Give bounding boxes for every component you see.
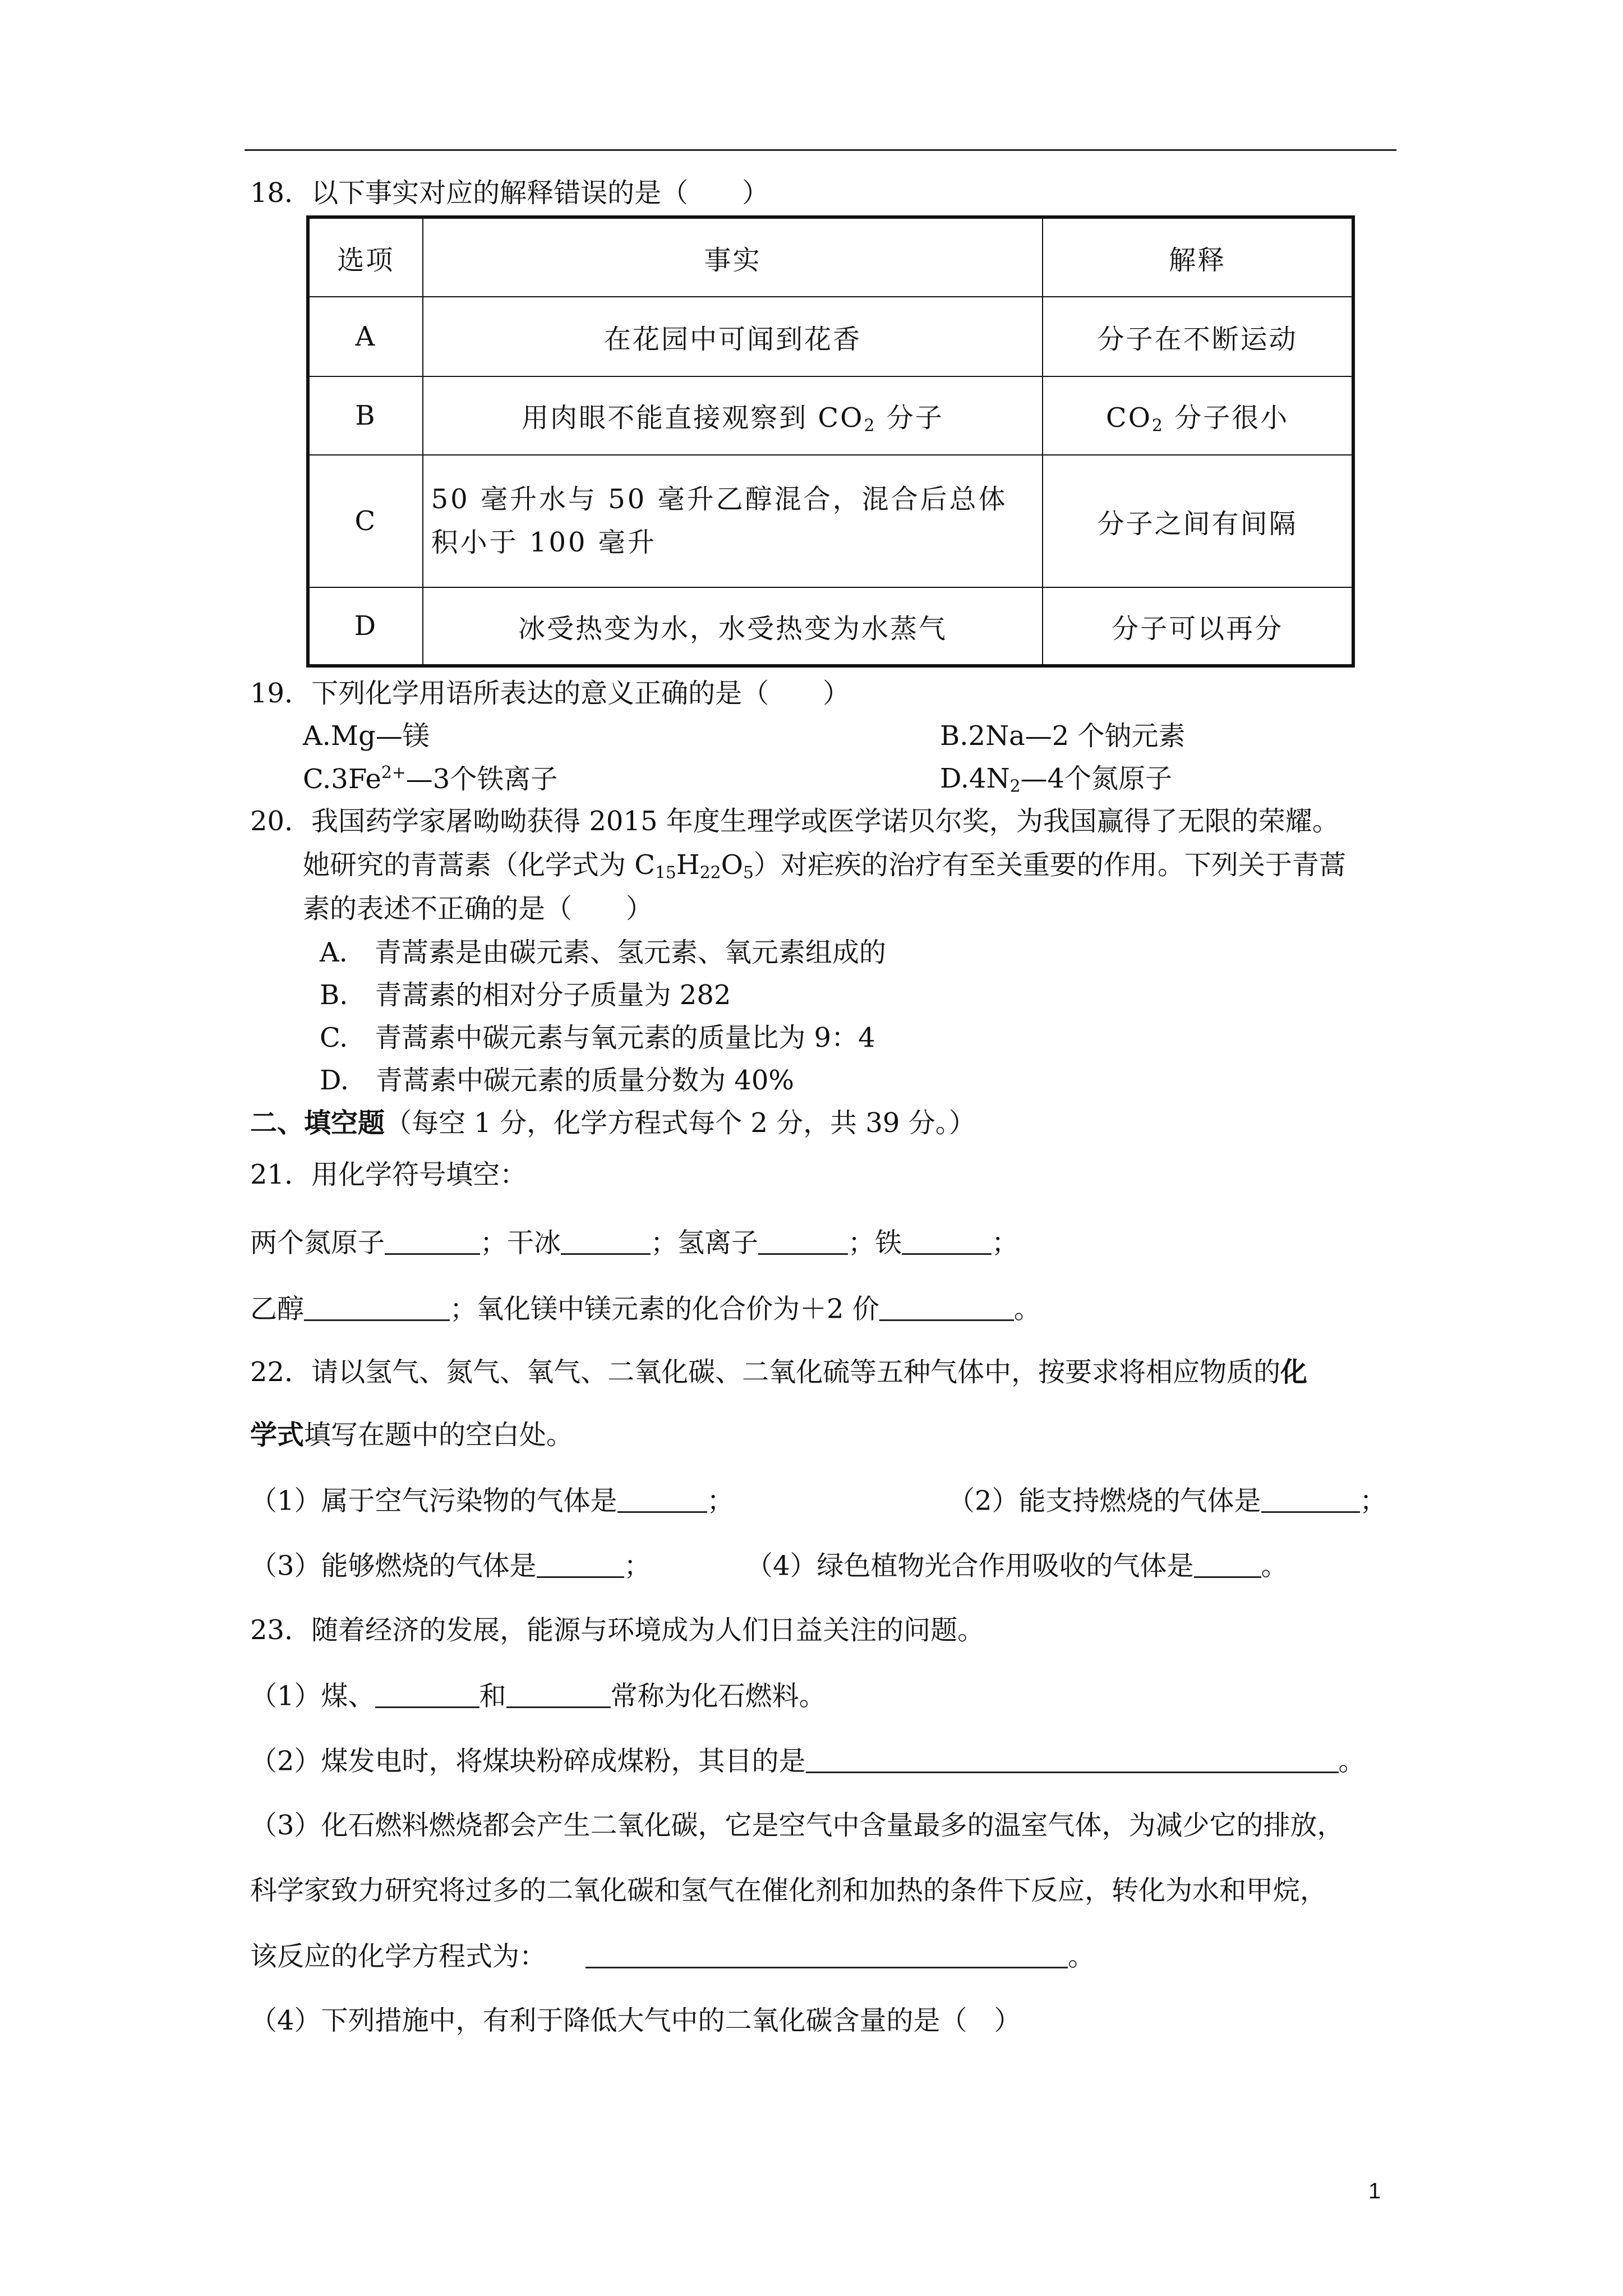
q20-option-b: B. 青蒿素的相对分子质量为 282 (320, 979, 731, 1011)
table-row (308, 376, 1353, 455)
q20-line-2: 她研究的青蒿素（化学式为 $C_{15}H_{22}O_5$）对疟疾的治疗有至关重要的作用。下列关于青蒿 (303, 849, 1346, 883)
header-option: 选项 (308, 217, 423, 297)
q23-part-3-line-3: 该反应的化学方程式为： 。 (250, 1940, 1095, 1972)
table-header-row (308, 217, 1353, 297)
q20-line-1: 20．我国药学家屠呦呦获得 2015 年度生理学或医学诺贝尔奖，为我国赢得了无限的荣耀。 (250, 806, 1339, 837)
header-explanation: 解释 (1043, 217, 1353, 297)
row-a-fact: 在花园中可闻到花香 (423, 297, 1043, 376)
section-2-heading (250, 1107, 976, 1140)
q19-option-c: $C.3Fe^{2+}—3$个铁离子 (303, 763, 558, 795)
q20-line-3: 素的表述不正确的是（ ） (303, 893, 653, 924)
blank-field[interactable] (1194, 1549, 1261, 1578)
blank-field[interactable] (617, 1484, 707, 1513)
blank-field[interactable] (806, 1745, 1339, 1773)
q23-part-3-line-2: 科学家致力研究将过多的二氧化碳和氢气在催化剂和加热的条件下反应，转化为水和甲烷， (250, 1875, 1327, 1906)
blank-field[interactable] (902, 1226, 992, 1255)
q19-stem: 19．下列化学用语所表达的意义正确的是（ ） (250, 678, 850, 709)
q23-part-3-line-1: （3）化石燃料燃烧都会产生二氧化碳，它是空气中含量最多的温室气体，为减少它的排放， (250, 1810, 1344, 1841)
q23-part-1: （1）煤、 和 常称为化石燃料。 (250, 1680, 826, 1712)
facts-table (306, 215, 1355, 668)
q19-option-d: $D.4N_2—4$个氮原子 (940, 763, 1173, 797)
q20-option-d: D. 青蒿素中碳元素的质量分数为 40% (320, 1065, 794, 1096)
page-number: 1 (1368, 2179, 1381, 2203)
q21-line-2: 乙醇 ；氧化镁中镁元素的化合价为＋2 价 。 (250, 1293, 1041, 1325)
blank-field[interactable] (537, 1549, 624, 1578)
section-2-note: （每空 1 分，化学方程式每个 2 分，共 39 分。） (385, 1107, 976, 1139)
blank-field[interactable] (375, 1680, 479, 1708)
q22-line-1: 22．请以氢气、氮气、氧气、二氧化碳、二氧化硫等五种气体中，按要求将相应物质的化 (250, 1356, 1308, 1388)
row-c-explanation: 分子之间有间隔 (1043, 455, 1353, 587)
row-d-explanation: 分子可以再分 (1043, 587, 1353, 666)
q21-line-1: 两个氮原子 ；干冰 ；氢离子 ；铁 ； (250, 1227, 1019, 1259)
q18-stem: 18．以下事实对应的解释错误的是（ ） (250, 177, 769, 209)
q23-part-4: （4）下列措施中，有利于降低大气中的二氧化碳含量的是（ ） (250, 2005, 1021, 2036)
blank-field[interactable] (506, 1680, 611, 1708)
table-row (308, 297, 1353, 376)
q19-option-b: B.2Na—2 个钠元素 (940, 720, 1186, 752)
table-row (308, 587, 1353, 666)
q23-stem: 23．随着经济的发展，能源与环境成为人们日益关注的问题。 (250, 1614, 985, 1646)
header-fact: 事实 (423, 217, 1043, 297)
row-a-option: A (308, 297, 423, 376)
table-row (308, 455, 1353, 587)
header-rule (245, 149, 1396, 151)
q20-option-a: A. 青蒿素是由碳元素、氢元素、氧元素组成的 (320, 937, 886, 968)
blank-field[interactable] (561, 1226, 651, 1255)
row-b-explanation: $CO_2$ 分子很小 (1043, 376, 1353, 455)
q19-option-a: A.Mg—镁 (303, 720, 430, 752)
q22-part-3: （3）能够燃烧的气体是 ； (250, 1550, 651, 1582)
blank-field[interactable] (1261, 1484, 1360, 1513)
row-b-fact: 用肉眼不能直接观察到 $CO_2$ 分子 (423, 376, 1043, 455)
blank-field[interactable] (879, 1292, 1014, 1321)
q20-option-c: C. 青蒿素中碳元素与氧元素的质量比为 9：4 (320, 1022, 875, 1053)
q22-part-4: （4）绿色植物光合作用吸收的气体是 。 (746, 1550, 1288, 1582)
row-c-fact: 50 毫升水与 50 毫升乙醇混合，混合后总体 积小于 100 毫升 (423, 455, 1043, 587)
q22-part-1: （1）属于空气污染物的气体是 ； (250, 1485, 734, 1517)
row-d-option: D (308, 587, 423, 666)
row-d-fact: 冰受热变为水，水受热变为水蒸气 (423, 587, 1043, 666)
blank-field[interactable] (758, 1226, 848, 1255)
row-c-option: C (308, 455, 423, 587)
blank-field[interactable] (585, 1940, 1068, 1968)
section-2-title: 二、填空题 (250, 1107, 385, 1139)
q22-line-2: 学式填写在题中的空白处。 (250, 1419, 574, 1451)
row-b-option: B (308, 376, 423, 455)
blank-field[interactable] (385, 1226, 480, 1255)
q23-part-2: （2）煤发电时，将煤块粉碎成煤粉，其目的是 。 (250, 1745, 1366, 1777)
q21-stem: 21．用化学符号填空： (250, 1159, 527, 1190)
row-a-explanation: 分子在不断运动 (1043, 297, 1353, 376)
q22-part-2: （2）能支持燃烧的气体是 ； (948, 1485, 1387, 1517)
blank-field[interactable] (304, 1292, 450, 1321)
